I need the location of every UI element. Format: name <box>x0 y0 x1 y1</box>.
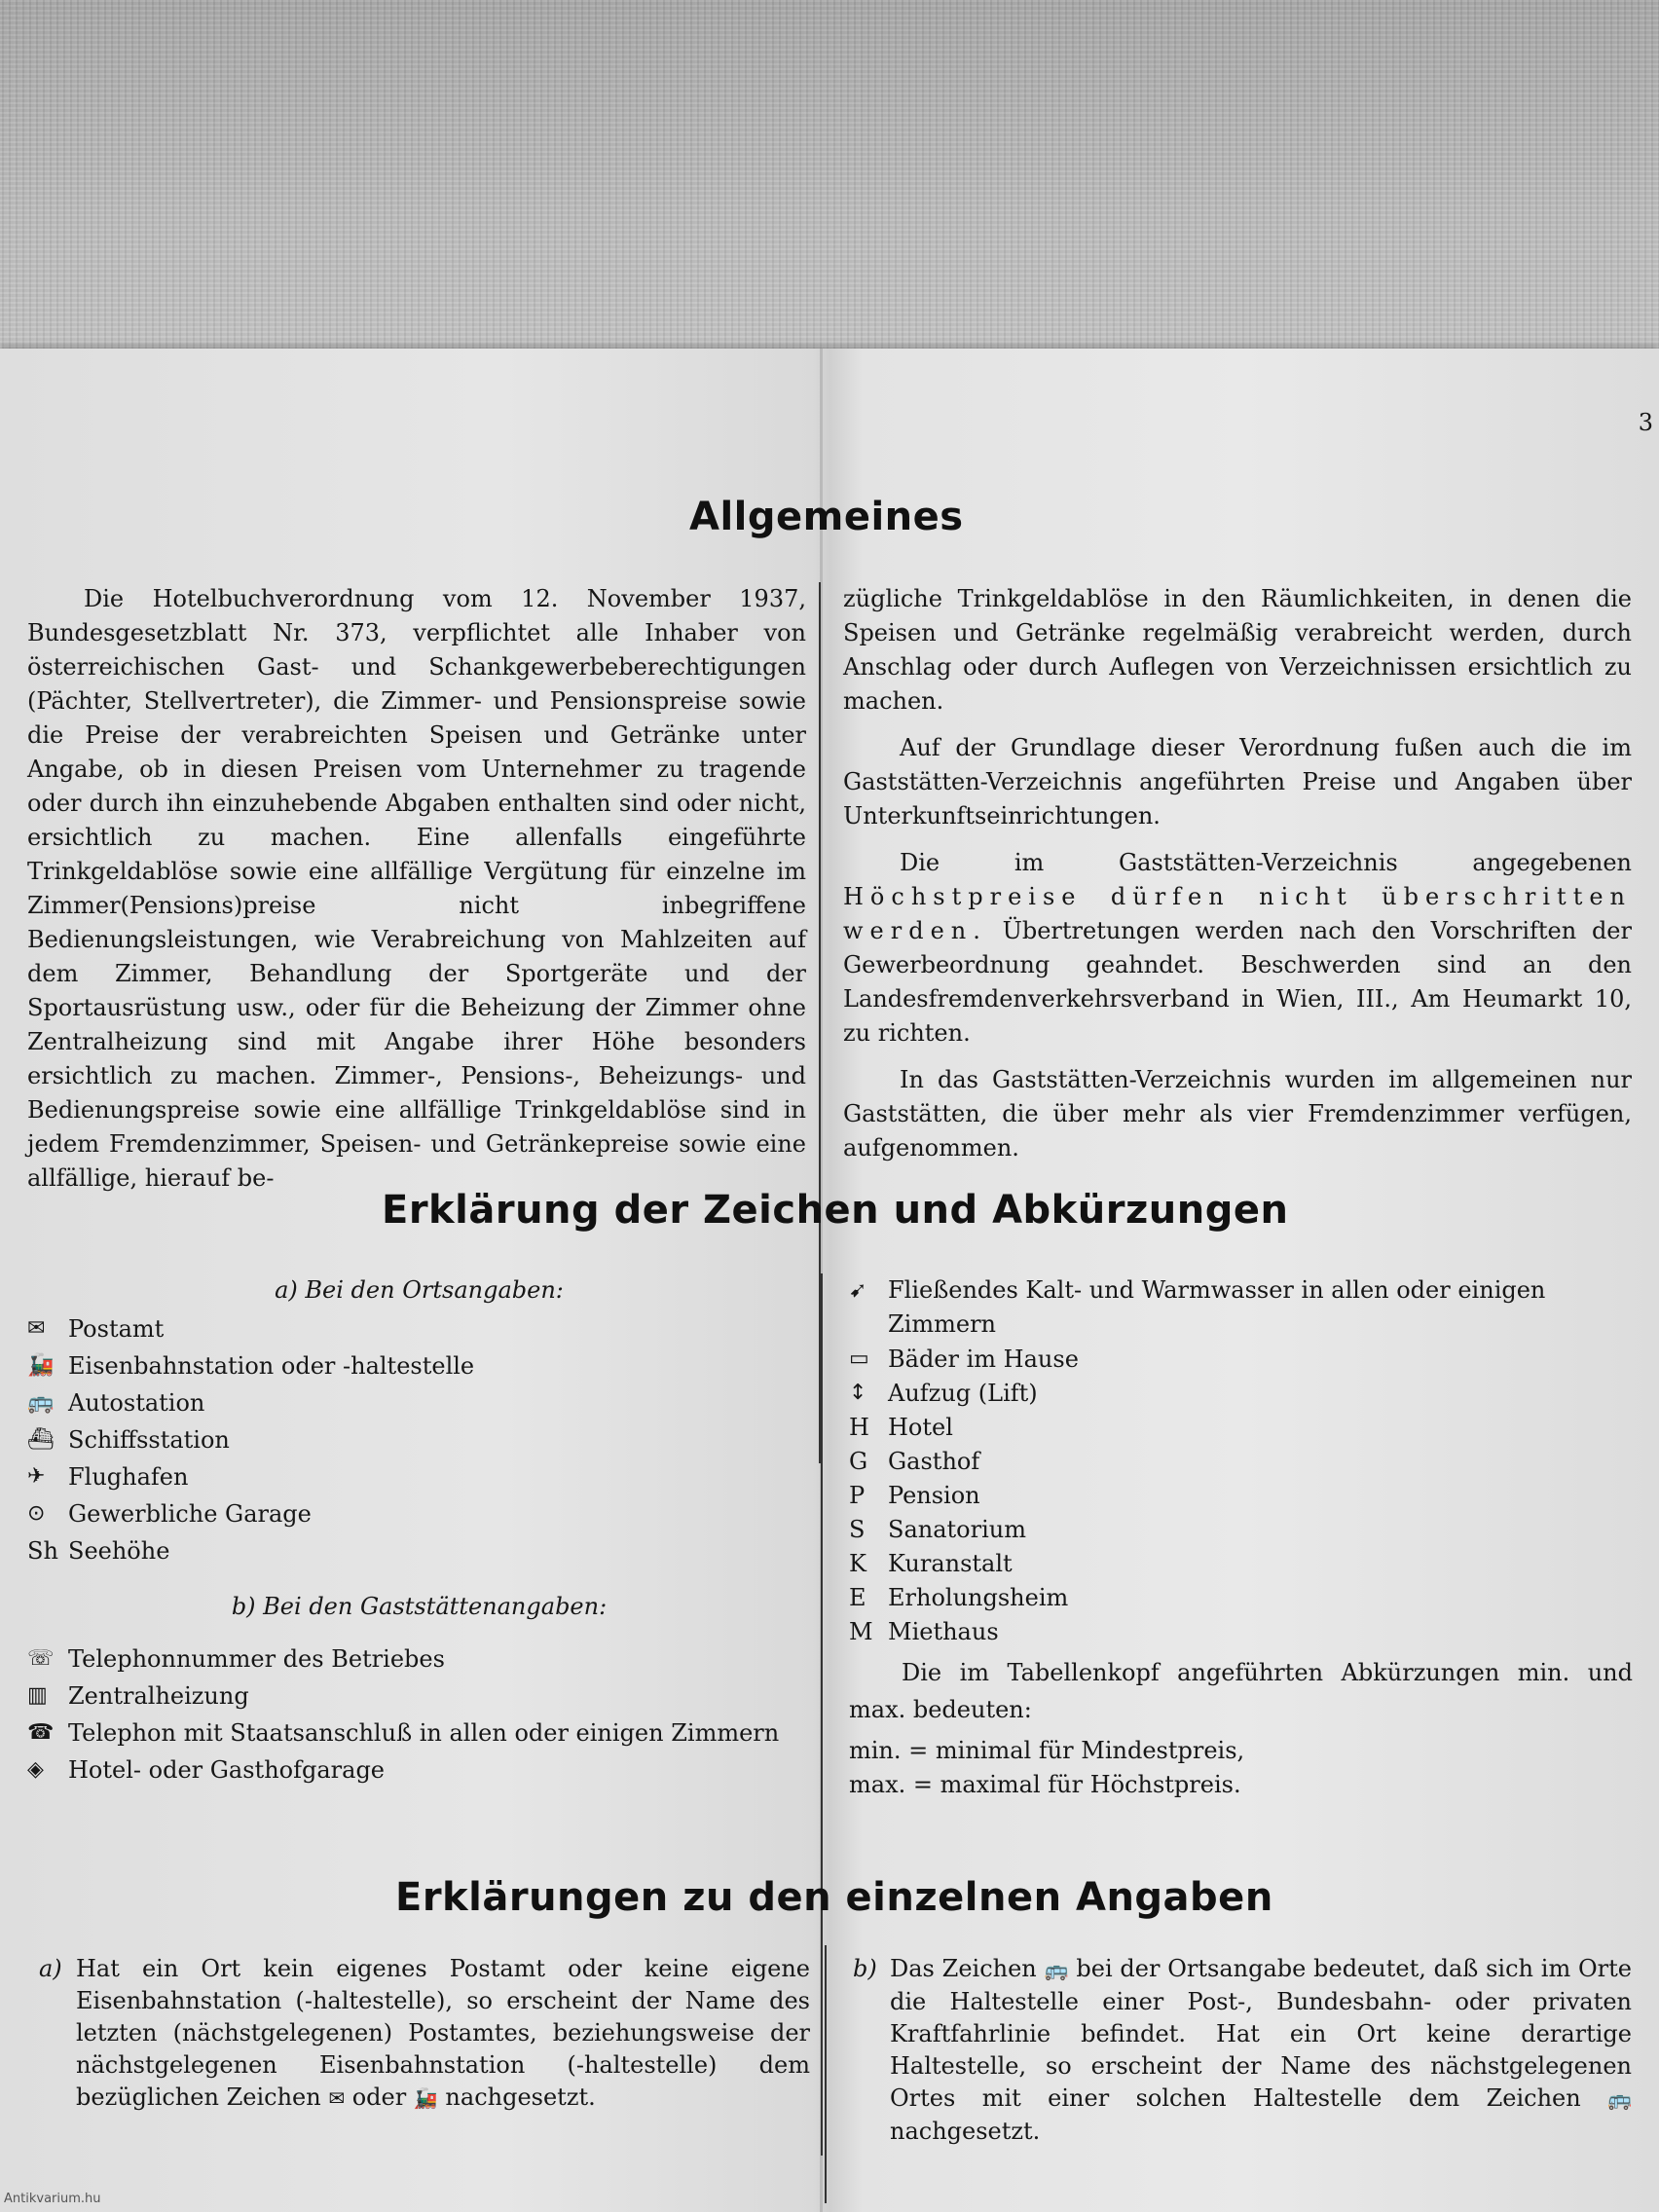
symbol-label: Telephon mit Staatsanschluß in allen oder einigen Zimmern <box>68 1719 780 1747</box>
abbreviation-letter: G <box>849 1448 868 1475</box>
item-marker: a) <box>39 1955 62 1982</box>
list-item <box>27 1422 811 1459</box>
water-label <box>888 1273 1633 1342</box>
subheading-gaststaettenangaben: b) Bei den Gaststättenangaben: <box>231 1593 608 1620</box>
symbol-label: Gasthof <box>888 1448 980 1475</box>
column-divider <box>825 1945 827 2203</box>
bus-icon: 🚌 <box>1607 2087 1632 2111</box>
list-item <box>39 1953 810 2115</box>
airplane-icon: ✈ <box>27 1464 46 1489</box>
item-text-a-2: oder <box>351 2083 407 2111</box>
list-item <box>27 1752 811 1789</box>
item-text-a-3: nachgesetzt. <box>445 2083 596 2111</box>
max-definition: max. = maximal für Höchstpreis. <box>849 1771 1241 1798</box>
allgemeines-right-paragraph-2: Auf der Grundlage dieser Verordnung fußen auch die im Gaststätten-Verzeichnis angeführten Preise und Angaben über Unterkunftseinrichtungen. <box>843 734 1632 830</box>
abbreviation-letter: E <box>849 1584 866 1611</box>
symbol-label: Miethaus <box>888 1618 999 1645</box>
background-surface <box>0 0 1659 355</box>
gaststaettenangaben-list <box>27 1641 811 1789</box>
list-item <box>849 1512 1633 1546</box>
list-item <box>849 1546 1633 1580</box>
symbol-label: Schiffsstation <box>68 1426 230 1454</box>
list-item <box>27 1385 811 1422</box>
ship-icon: ⛴ <box>27 1427 55 1452</box>
symbol-label: Postamt <box>68 1315 165 1343</box>
list-item <box>849 1478 1633 1512</box>
list-item <box>849 1342 1633 1376</box>
item-marker: b) <box>853 1955 877 1982</box>
list-item <box>27 1715 811 1752</box>
telephone-icon: ☎ <box>27 1720 55 1745</box>
column-divider <box>821 1273 823 2156</box>
item-text <box>890 1953 1632 2148</box>
list-item <box>27 1496 811 1533</box>
list-item <box>849 1580 1633 1614</box>
allgemeines-right-paragraph-4: In das Gaststätten-Verzeichnis wurden im allgemeinen nur Gaststätten, die über mehr als vier Fremdenzimmer verfügen, aufgenommen. <box>843 1066 1632 1161</box>
water-item <box>849 1273 1633 1342</box>
list-item <box>27 1348 811 1385</box>
paragraph-3-text-a: Die im Gaststätten-Verzeichnis angegebenen <box>900 849 1632 876</box>
symbol-label: Erholungsheim <box>888 1584 1069 1611</box>
list-item <box>853 1953 1632 2148</box>
list-item <box>27 1641 811 1678</box>
item-text <box>76 1953 810 2115</box>
symbol-label: Seehöhe <box>68 1537 170 1565</box>
abbreviation-letter: K <box>849 1550 866 1577</box>
min-definition: min. = minimal für Mindestpreis, <box>849 1737 1245 1764</box>
paragraph-3-emphasis: Höchstpreise dürfen nicht überschritten werden. <box>843 883 1632 944</box>
symbol-label: Aufzug (Lift) <box>888 1380 1038 1407</box>
ortsangaben-list <box>27 1311 811 1570</box>
item-text-b-2: bei der Ortsangabe bedeutet, daß sich im Orte die Haltestelle einer Post-, Bundesbahn- oder privaten Kraftfahrlinie befindet. Hat ein Ort keine derartige Haltestelle, so erscheint der Name des nächstgelegenen Ortes mit einer solchen Haltestelle dem Zeichen <box>890 1955 1632 2112</box>
page-number: 3 <box>1638 409 1653 436</box>
allgemeines-left-paragraph: Die Hotelbuchverordnung vom 12. November 1937, Bundesgesetzblatt Nr. 373, verpflichtet alle Inhaber von österreichischen Gast- und Schankgewerbeberechtigungen (Pächter, Stellvertreter), die Zimmer- und Pensionspreise sowie die Preise der verabreichten Speisen und Getränke unter Angabe, ob in diesen Preisen vom Unternehmer zu tragende oder durch ihn einzuhebende Abgaben enthalten sind oder nicht, ersichtlich zu machen. Eine allenfalls eingeführte Trinkgeldablöse sowie eine allfällige Vergütung für einzelne im Zimmer(Pensions)preise nicht inbegriffene Bedienungsleistungen, wie Verabreichung von Mahlzeiten auf dem Zimmer, Behandlung der Sportgeräte und der Sportausrüstung usw., oder für die Beheizung der Zimmer ohne Zentralheizung sind mit Angabe ihrer Höhe besonders ersichtlich zu machen. Zimmer-, Pensions-, Beheizungs- und Bedienungspreise sowie eine allfällige Trinkgeldablöse sind in jedem Fremdenzimmer, Speisen- und Getränkepreise sowie eine allfällige, hierauf be- <box>27 585 806 1192</box>
water-label-line1: Fließendes Kalt- und Warmwasser in allen oder einigen <box>888 1276 1546 1304</box>
list-item <box>849 1376 1633 1410</box>
symbol-label: Pension <box>888 1482 980 1509</box>
bus-icon: 🚌 <box>1044 1958 1069 1981</box>
abbreviation-letter: M <box>849 1618 873 1645</box>
section-title-einzelne-angaben: Erklärungen zu den einzelnen Angaben <box>395 1875 1273 1920</box>
symbol-label: Eisenbahnstation oder -haltestelle <box>68 1352 475 1380</box>
allgemeines-right-column <box>843 582 1632 1165</box>
sh-abbreviation: Sh <box>27 1537 58 1565</box>
allgemeines-right-paragraph-1: zügliche Trinkgeldablöse in den Räumlichkeiten, in denen die Speisen und Getränke regelmäßig verabreicht werden, durch Anschlag oder durch Auflegen von Verzeichnissen ersichtlich zu machen. <box>843 585 1632 715</box>
symbol-label: Hotel <box>888 1414 953 1441</box>
tabellenkopf-note: Die im Tabellenkopf angeführten Abkürzungen min. und max. bedeuten: <box>849 1659 1633 1723</box>
bus-icon: 🚌 <box>27 1390 55 1415</box>
list-item <box>27 1533 811 1570</box>
symbol-label: Sanatorium <box>888 1516 1026 1543</box>
list-item <box>27 1678 811 1715</box>
abkuerzungen-list <box>849 1342 1633 1648</box>
train-icon: 🚂 <box>413 2086 438 2110</box>
elevator-arrow-icon: ↕ <box>849 1381 867 1405</box>
list-item <box>849 1444 1633 1478</box>
zeichen-left-column <box>27 1273 811 1789</box>
allgemeines-left-column <box>27 582 806 1196</box>
item-text-a-1: Hat ein Ort kein eigenes Postamt oder keine eigene Eisenbahnstation (-haltestelle), so erscheint der Name des letzten (nächstgelegenen) Postamtes, beziehungsweise der nächstgelegenen Eisenbahnstation (-haltestelle) dem bezüglichen Zeichen <box>76 1955 810 2111</box>
list-item <box>849 1614 1633 1648</box>
abbreviation-letter: H <box>849 1414 869 1441</box>
water-label-line2: Zimmern <box>888 1310 996 1338</box>
allgemeines-right-paragraph-3 <box>843 846 1632 1051</box>
section-title-zeichen: Erklärung der Zeichen und Abkürzungen <box>382 1188 1289 1233</box>
bathtub-icon: ▭ <box>849 1346 869 1371</box>
envelope-icon: ✉ <box>27 1316 46 1341</box>
symbol-label: Hotel- oder Gasthofgarage <box>68 1756 386 1784</box>
section-title-allgemeines: Allgemeines <box>689 495 964 539</box>
symbol-label: Kuranstalt <box>888 1550 1013 1577</box>
zeichen-right-column <box>849 1273 1633 1802</box>
telephone-handset-icon: ☏ <box>27 1646 55 1671</box>
faucet-icon: ➹ <box>849 1278 867 1303</box>
item-text-b-1: Das Zeichen <box>890 1955 1037 1982</box>
symbol-label: Gewerbliche Garage <box>68 1500 312 1528</box>
symbol-label: Zentralheizung <box>68 1682 249 1710</box>
garage-circle-icon: ⊙ <box>27 1501 46 1526</box>
radiator-icon: ▥ <box>27 1683 48 1708</box>
envelope-icon: ✉ <box>328 2086 346 2110</box>
watermark-text: Antikvarium.hu <box>4 2192 101 2206</box>
diamond-icon: ◈ <box>27 1757 44 1782</box>
symbol-label: Bäder im Hause <box>888 1346 1079 1373</box>
abbreviation-letter: S <box>849 1516 866 1543</box>
document-page <box>0 349 1659 2212</box>
item-text-b-3: nachgesetzt. <box>890 2118 1041 2145</box>
train-icon: 🚂 <box>27 1353 55 1378</box>
symbol-label: Autostation <box>68 1389 205 1417</box>
list-item <box>27 1311 811 1348</box>
einzelne-left-column <box>39 1953 810 2115</box>
einzelne-right-column <box>853 1953 1632 2148</box>
symbol-label: Flughafen <box>68 1463 189 1491</box>
subheading-ortsangaben: a) Bei den Ortsangaben: <box>275 1276 564 1304</box>
paragraph-3-text-b: Übertretungen werden nach den Vorschriften der Gewerbeordnung geahndet. Beschwerden sind an den Landesfremdenverkehrsverband in Wien, III., Am Heumarkt 10, zu richten. <box>843 917 1632 1047</box>
abbreviation-letter: P <box>849 1482 866 1509</box>
list-item <box>27 1459 811 1496</box>
symbol-label: Telephonnummer des Betriebes <box>68 1645 445 1673</box>
list-item <box>849 1410 1633 1444</box>
